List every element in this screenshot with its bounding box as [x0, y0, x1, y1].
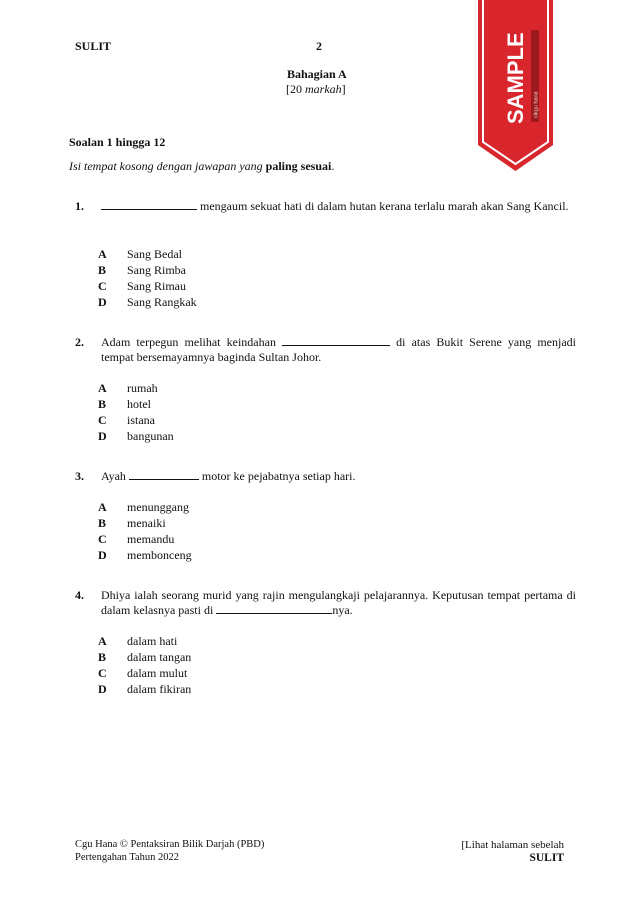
option-letter: D [98, 295, 107, 309]
option-b[interactable] [98, 649, 191, 665]
instruction-italic: Isi tempat kosong dengan jawapan yang [69, 159, 266, 173]
question-text [101, 199, 576, 214]
question-text-before: Ayah [101, 469, 129, 483]
option-a[interactable] [98, 380, 158, 396]
option-letter: D [98, 548, 107, 562]
option-text: Sang Bedal [127, 247, 182, 261]
answer-blank[interactable] [101, 199, 197, 210]
footer-copyright: Cgu Hana © Pentaksiran Bilik Darjah (PBD) [75, 839, 265, 850]
footer-right [452, 839, 564, 864]
footer-sulit: SULIT [529, 851, 564, 864]
marks-word: markah [305, 82, 342, 96]
answer-blank[interactable] [216, 603, 332, 614]
page-number: 2 [316, 39, 322, 53]
footer-next-page: [Lihat halaman sebelah [461, 839, 564, 851]
option-letter: B [98, 516, 107, 530]
option-letter: B [98, 263, 107, 277]
question-text [101, 335, 576, 365]
question-text-before: Adam terpegun melihat keindahan [101, 335, 283, 349]
question-range: Soalan 1 hingga 12 [69, 135, 166, 149]
footer-term: Pertengahan Tahun 2022 [75, 851, 180, 863]
question-number: 1. [75, 199, 84, 213]
option-text: memandu [127, 532, 175, 546]
instruction-end: . [331, 159, 335, 173]
option-letter: B [98, 397, 107, 411]
option-text: Sang Rangkak [127, 295, 197, 309]
option-c[interactable] [98, 531, 174, 547]
question-text-after: di atas Bukit Serene yang menjadi tempat bersemayamnya baginda Sultan Johor. [101, 335, 576, 364]
option-text: menaiki [127, 516, 166, 530]
question-text [101, 588, 576, 618]
option-text: dalam hati [127, 634, 178, 648]
option-c[interactable] [98, 412, 155, 428]
option-text: dalam mulut [127, 666, 188, 680]
option-text: bangunan [127, 429, 174, 443]
option-text: dalam fikiran [127, 682, 192, 696]
option-b[interactable] [98, 396, 151, 412]
option-letter: D [98, 682, 107, 696]
section-title: Bahagian A [287, 67, 347, 81]
answer-blank[interactable] [282, 335, 390, 346]
header-sulit: SULIT [75, 39, 112, 53]
option-letter: C [98, 279, 107, 293]
option-letter: B [98, 650, 107, 664]
stamp-small-text: cikgu hana [533, 91, 540, 118]
instruction-text [69, 159, 334, 174]
question-text-before: Dhiya ialah seorang murid yang rajin mengulangkaji pelajarannya. Keputusan tempat pertama di dalam kelasnya pasti di [101, 588, 576, 617]
option-a[interactable] [98, 499, 189, 515]
option-text: Sang Rimau [127, 279, 186, 293]
question-text-after: nya. [332, 603, 353, 617]
option-letter: A [98, 247, 107, 261]
question-text-after: mengaum sekuat hati di dalam hutan kerana terlalu marah akan Sang Kancil. [197, 199, 569, 213]
option-b[interactable] [98, 515, 166, 531]
instruction-bold: paling sesuai [265, 159, 332, 173]
section-marks [286, 82, 346, 97]
question-number: 4. [75, 588, 84, 602]
option-text: istana [127, 413, 155, 427]
option-letter: A [98, 634, 107, 648]
option-a[interactable] [98, 633, 177, 649]
option-text: hotel [127, 397, 151, 411]
question-text-after: motor ke pejabatnya setiap hari. [198, 469, 356, 483]
option-text: dalam tangan [127, 650, 192, 664]
option-letter: D [98, 429, 107, 443]
option-b[interactable] [98, 262, 186, 278]
sample-stamp [476, 0, 555, 172]
option-letter: C [98, 666, 107, 680]
option-letter: A [98, 381, 107, 395]
option-text: Sang Rimba [127, 263, 186, 277]
answer-blank[interactable] [129, 469, 199, 480]
option-letter: A [98, 500, 107, 514]
option-d[interactable] [98, 428, 174, 444]
option-c[interactable] [98, 278, 186, 294]
option-text: rumah [127, 381, 158, 395]
marks-close: ] [341, 82, 346, 96]
option-letter: C [98, 532, 107, 546]
stamp-sample-text: SAMPLE [503, 32, 528, 124]
marks-open: [20 [286, 82, 305, 96]
option-a[interactable] [98, 246, 182, 262]
footer-left [75, 839, 264, 864]
question-text [101, 469, 576, 484]
question-number: 2. [75, 335, 84, 349]
option-text: menunggang [127, 500, 189, 514]
option-c[interactable] [98, 665, 187, 681]
option-text: membonceng [127, 548, 192, 562]
option-d[interactable] [98, 547, 192, 563]
option-d[interactable] [98, 681, 191, 697]
option-letter: C [98, 413, 107, 427]
option-d[interactable] [98, 294, 197, 310]
question-number: 3. [75, 469, 84, 483]
